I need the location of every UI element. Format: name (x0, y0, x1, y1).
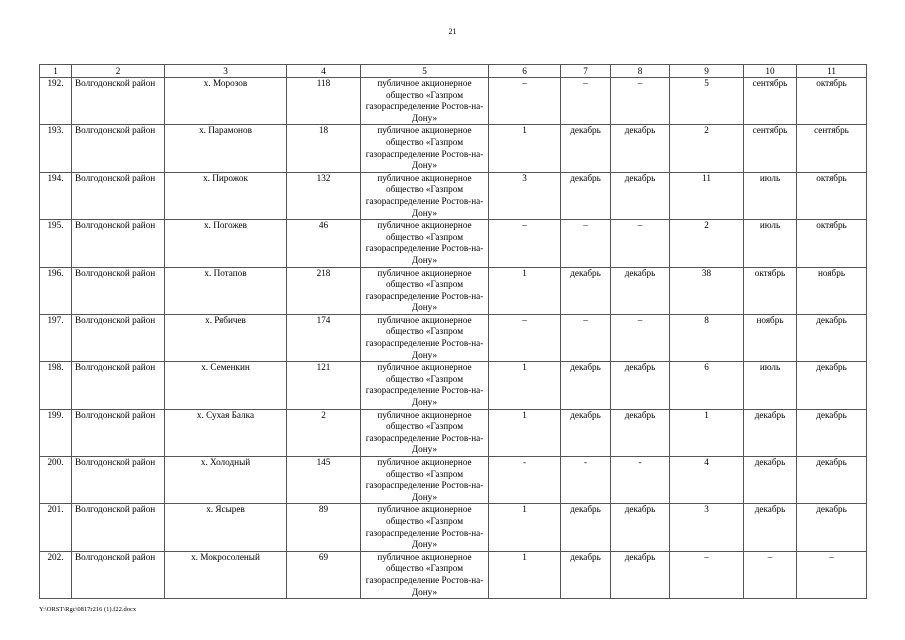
column-4-value-cell: 89 (287, 504, 361, 551)
column-7-value-cell: декабрь (561, 409, 611, 456)
column-number-3: 3 (165, 65, 287, 78)
column-9-value-cell: 2 (670, 125, 744, 172)
column-number-row (40, 65, 867, 78)
column-10-value-cell: июль (744, 362, 797, 409)
column-9-value-cell: 38 (670, 267, 744, 314)
column-7-value-cell: декабрь (561, 362, 611, 409)
column-6-value-cell: – (489, 220, 561, 267)
column-11-value-cell: декабрь (797, 314, 867, 361)
column-10-value-cell: – (744, 551, 797, 598)
column-10-value-cell: сентябрь (744, 78, 797, 125)
district-cell: Волгодонской район (72, 267, 165, 314)
column-9-value-cell: – (670, 551, 744, 598)
column-8-value-cell: декабрь (611, 267, 670, 314)
document-file-path: Y:\ORST\Rgc\0817r216 (1).f22.docx (39, 606, 137, 613)
column-number-7: 7 (561, 65, 611, 78)
organization-cell: публичное акционерное общество «Газпром газораспределение Ростов-на-Дону» (361, 220, 489, 267)
row-number-cell: 193. (40, 125, 72, 172)
column-9-value-cell: 8 (670, 314, 744, 361)
column-7-value-cell: – (561, 314, 611, 361)
column-6-value-cell: 1 (489, 125, 561, 172)
column-8-value-cell: декабрь (611, 409, 670, 456)
locality-cell: х. Семенкин (165, 362, 287, 409)
column-4-value-cell: 18 (287, 125, 361, 172)
column-number-9: 9 (670, 65, 744, 78)
column-7-value-cell: - (561, 457, 611, 504)
organization-cell: публичное акционерное общество «Газпром газораспределение Ростов-на-Дону» (361, 409, 489, 456)
column-7-value-cell: – (561, 220, 611, 267)
column-8-value-cell: – (611, 78, 670, 125)
column-11-value-cell: октябрь (797, 220, 867, 267)
locality-cell: х. Потапов (165, 267, 287, 314)
table-row (40, 78, 867, 125)
column-4-value-cell: 69 (287, 551, 361, 598)
column-11-value-cell: декабрь (797, 504, 867, 551)
column-11-value-cell: ноябрь (797, 267, 867, 314)
row-number-cell: 192. (40, 78, 72, 125)
organization-cell: публичное акционерное общество «Газпром газораспределение Ростов-на-Дону» (361, 267, 489, 314)
locality-cell: х. Пирожок (165, 172, 287, 219)
column-4-value-cell: 174 (287, 314, 361, 361)
column-8-value-cell: – (611, 220, 670, 267)
table-row (40, 267, 867, 314)
row-number-cell: 194. (40, 172, 72, 219)
table-row (40, 172, 867, 219)
row-number-cell: 201. (40, 504, 72, 551)
row-number-cell: 197. (40, 314, 72, 361)
column-10-value-cell: декабрь (744, 504, 797, 551)
table-row (40, 125, 867, 172)
column-9-value-cell: 5 (670, 78, 744, 125)
district-cell: Волгодонской район (72, 78, 165, 125)
column-6-value-cell: 1 (489, 409, 561, 456)
column-11-value-cell: декабрь (797, 362, 867, 409)
column-6-value-cell: 3 (489, 172, 561, 219)
table-row (40, 314, 867, 361)
column-7-value-cell: декабрь (561, 504, 611, 551)
locality-cell: х. Морозов (165, 78, 287, 125)
row-number-cell: 198. (40, 362, 72, 409)
district-cell: Волгодонской район (72, 172, 165, 219)
gasification-schedule-table (39, 64, 867, 599)
row-number-cell: 202. (40, 551, 72, 598)
column-4-value-cell: 145 (287, 457, 361, 504)
column-8-value-cell: – (611, 314, 670, 361)
column-7-value-cell: декабрь (561, 125, 611, 172)
table-row (40, 457, 867, 504)
column-9-value-cell: 2 (670, 220, 744, 267)
organization-cell: публичное акционерное общество «Газпром газораспределение Ростов-на-Дону» (361, 551, 489, 598)
table-row (40, 220, 867, 267)
district-cell: Волгодонской район (72, 362, 165, 409)
column-4-value-cell: 121 (287, 362, 361, 409)
district-cell: Волгодонской район (72, 409, 165, 456)
organization-cell: публичное акционерное общество «Газпром газораспределение Ростов-на-Дону» (361, 125, 489, 172)
district-cell: Волгодонской район (72, 125, 165, 172)
organization-cell: публичное акционерное общество «Газпром газораспределение Ростов-на-Дону» (361, 362, 489, 409)
column-10-value-cell: июль (744, 172, 797, 219)
column-number-5: 5 (361, 65, 489, 78)
locality-cell: х. Погожев (165, 220, 287, 267)
row-number-cell: 199. (40, 409, 72, 456)
locality-cell: х. Ясырев (165, 504, 287, 551)
row-number-cell: 200. (40, 457, 72, 504)
column-6-value-cell: 1 (489, 551, 561, 598)
column-8-value-cell: декабрь (611, 362, 670, 409)
column-number-10: 10 (744, 65, 797, 78)
column-11-value-cell: декабрь (797, 409, 867, 456)
column-7-value-cell: декабрь (561, 551, 611, 598)
column-number-2: 2 (72, 65, 165, 78)
organization-cell: публичное акционерное общество «Газпром газораспределение Ростов-на-Дону» (361, 504, 489, 551)
column-9-value-cell: 6 (670, 362, 744, 409)
locality-cell: х. Мокросоленый (165, 551, 287, 598)
locality-cell: х. Холодный (165, 457, 287, 504)
column-7-value-cell: декабрь (561, 172, 611, 219)
column-10-value-cell: сентябрь (744, 125, 797, 172)
column-8-value-cell: декабрь (611, 172, 670, 219)
district-cell: Волгодонской район (72, 314, 165, 361)
column-9-value-cell: 3 (670, 504, 744, 551)
column-10-value-cell: июль (744, 220, 797, 267)
column-6-value-cell: 1 (489, 267, 561, 314)
column-6-value-cell: – (489, 78, 561, 125)
column-8-value-cell: - (611, 457, 670, 504)
column-10-value-cell: декабрь (744, 409, 797, 456)
column-9-value-cell: 1 (670, 409, 744, 456)
column-7-value-cell: – (561, 78, 611, 125)
column-10-value-cell: ноябрь (744, 314, 797, 361)
organization-cell: публичное акционерное общество «Газпром газораспределение Ростов-на-Дону» (361, 172, 489, 219)
column-6-value-cell: 1 (489, 362, 561, 409)
column-8-value-cell: декабрь (611, 504, 670, 551)
column-4-value-cell: 118 (287, 78, 361, 125)
table-row (40, 409, 867, 456)
locality-cell: х. Рябичев (165, 314, 287, 361)
row-number-cell: 195. (40, 220, 72, 267)
table-body (40, 78, 867, 599)
column-number-11: 11 (797, 65, 867, 78)
column-6-value-cell: - (489, 457, 561, 504)
locality-cell: х. Парамонов (165, 125, 287, 172)
table-row (40, 362, 867, 409)
table-row (40, 504, 867, 551)
column-11-value-cell: сентябрь (797, 125, 867, 172)
column-7-value-cell: декабрь (561, 267, 611, 314)
column-4-value-cell: 2 (287, 409, 361, 456)
column-11-value-cell: декабрь (797, 457, 867, 504)
column-11-value-cell: – (797, 551, 867, 598)
district-cell: Волгодонской район (72, 220, 165, 267)
column-4-value-cell: 46 (287, 220, 361, 267)
table-row (40, 551, 867, 598)
row-number-cell: 196. (40, 267, 72, 314)
column-8-value-cell: декабрь (611, 125, 670, 172)
district-cell: Волгодонской район (72, 504, 165, 551)
column-11-value-cell: октябрь (797, 78, 867, 125)
column-6-value-cell: – (489, 314, 561, 361)
column-6-value-cell: 1 (489, 504, 561, 551)
organization-cell: публичное акционерное общество «Газпром газораспределение Ростов-на-Дону» (361, 314, 489, 361)
column-9-value-cell: 4 (670, 457, 744, 504)
page-number: 21 (448, 27, 457, 36)
district-cell: Волгодонской район (72, 457, 165, 504)
column-number-1: 1 (40, 65, 72, 78)
column-8-value-cell: декабрь (611, 551, 670, 598)
column-number-6: 6 (489, 65, 561, 78)
column-10-value-cell: октябрь (744, 267, 797, 314)
column-9-value-cell: 11 (670, 172, 744, 219)
organization-cell: публичное акционерное общество «Газпром газораспределение Ростов-на-Дону» (361, 457, 489, 504)
column-4-value-cell: 218 (287, 267, 361, 314)
locality-cell: х. Сухая Балка (165, 409, 287, 456)
column-number-4: 4 (287, 65, 361, 78)
organization-cell: публичное акционерное общество «Газпром газораспределение Ростов-на-Дону» (361, 78, 489, 125)
column-number-8: 8 (611, 65, 670, 78)
column-4-value-cell: 132 (287, 172, 361, 219)
column-11-value-cell: октябрь (797, 172, 867, 219)
district-cell: Волгодонской район (72, 551, 165, 598)
column-10-value-cell: декабрь (744, 457, 797, 504)
